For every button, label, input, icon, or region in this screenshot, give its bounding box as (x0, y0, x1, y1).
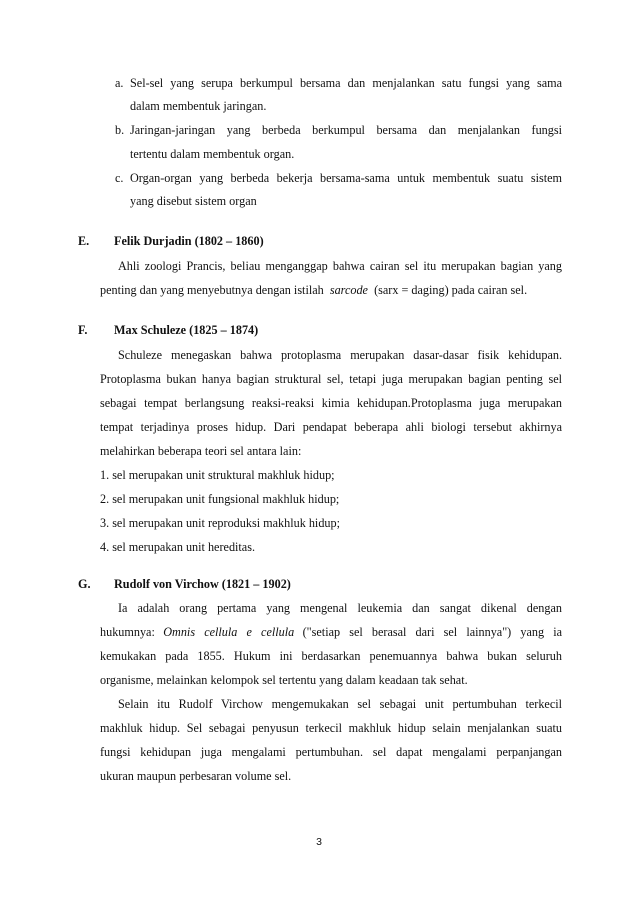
paragraph-line: Ia adalah orang pertama yang mengenal leukemia dan sangat dikenal dengan (118, 601, 562, 615)
paragraph-line: tempat terjadinya proses hidup. Dari pendapat beberapa ahli biologi tersebut akhirnya (100, 420, 562, 434)
section-letter: E. (78, 234, 90, 248)
theory-item: 2. sel merupakan unit fungsional makhluk hidup; (100, 492, 340, 506)
paragraph-line: makhluk hidup. Sel sebagai penyusun terkecil makhluk hidup selain menjalankan suatu (100, 721, 562, 735)
section-title: Felik Durjadin (1802 – 1860) (114, 234, 264, 248)
list-item-line: yang disebut sistem organ (130, 194, 257, 208)
list-marker: a. (115, 76, 124, 90)
page-number: 3 (316, 836, 322, 848)
paragraph-line (100, 282, 527, 298)
paragraph-line: sebagai tempat berlangsung reaksi-reaksi kimia kehidupan.Protoplasma juga merupakan (100, 396, 562, 410)
text-run: penting dan yang menyebutnya dengan istilah (100, 283, 324, 297)
section-title: Max Schuleze (1825 – 1874) (114, 323, 259, 337)
list-item-line: tertentu dalam membentuk organ. (130, 147, 295, 161)
paragraph-line: kemukakan pada 1855. Hukum ini berdasarkan penemuannya bahwa bukan seluruh (100, 649, 562, 663)
paragraph-line: organisme, melainkan kelompok sel tertentu yang dalam keadaan tak sehat. (100, 673, 468, 687)
paragraph-line (100, 624, 562, 640)
italic-term: sarcode (329, 283, 368, 297)
text-run: (sarx = daging) pada cairan sel. (374, 283, 528, 297)
section-letter: G. (78, 577, 91, 591)
theory-item: 4. sel merupakan unit hereditas. (100, 540, 256, 554)
theory-item: 1. sel merupakan unit struktural makhluk hidup; (100, 468, 335, 482)
paragraph-line: Ahli zoologi Prancis, beliau menganggap bahwa cairan sel itu merupakan bagian yang (118, 259, 562, 273)
text-run: hukumnya: (100, 625, 155, 639)
paragraph-line: Protoplasma bukan hanya bagian struktural sel, tetapi juga merupakan bagian penting sel (100, 372, 562, 386)
paragraph-line: melahirkan beberapa teori sel antara lain: (100, 444, 302, 458)
paragraph-line: ukuran maupun perbesaran volume sel. (100, 769, 292, 783)
list-item-line: Jaringan-jaringan yang berbeda berkumpul bersama dan menjalankan fungsi (130, 123, 562, 137)
paragraph-line: Selain itu Rudolf Virchow mengemukakan sel sebagai unit pertumbuhan terkecil (118, 697, 562, 711)
section-letter: F. (78, 323, 88, 337)
list-item-line: Sel-sel yang serupa berkumpul bersama dan menjalankan satu fungsi yang sama (130, 76, 562, 90)
list-marker: c. (115, 171, 124, 185)
paragraph-line: Schuleze menegaskan bahwa protoplasma merupakan dasar-dasar fisik kehidupan. (118, 348, 562, 362)
list-item-line: Organ-organ yang berbeda bekerja bersama-sama untuk membentuk suatu sistem (130, 171, 562, 185)
text-run: ("setiap sel berasal dari sel lainnya") yang ia (302, 625, 562, 639)
list-item-line: dalam membentuk jaringan. (130, 99, 267, 113)
list-marker: b. (115, 123, 125, 137)
paragraph-line: fungsi kehidupan juga mengalami pertumbuhan. sel dapat mengalami perpanjangan (100, 745, 562, 759)
italic-term: Omnis cellula e cellula (163, 625, 295, 639)
section-title: Rudolf von Virchow (1821 – 1902) (114, 577, 291, 591)
theory-item: 3. sel merupakan unit reproduksi makhluk hidup; (100, 516, 340, 530)
